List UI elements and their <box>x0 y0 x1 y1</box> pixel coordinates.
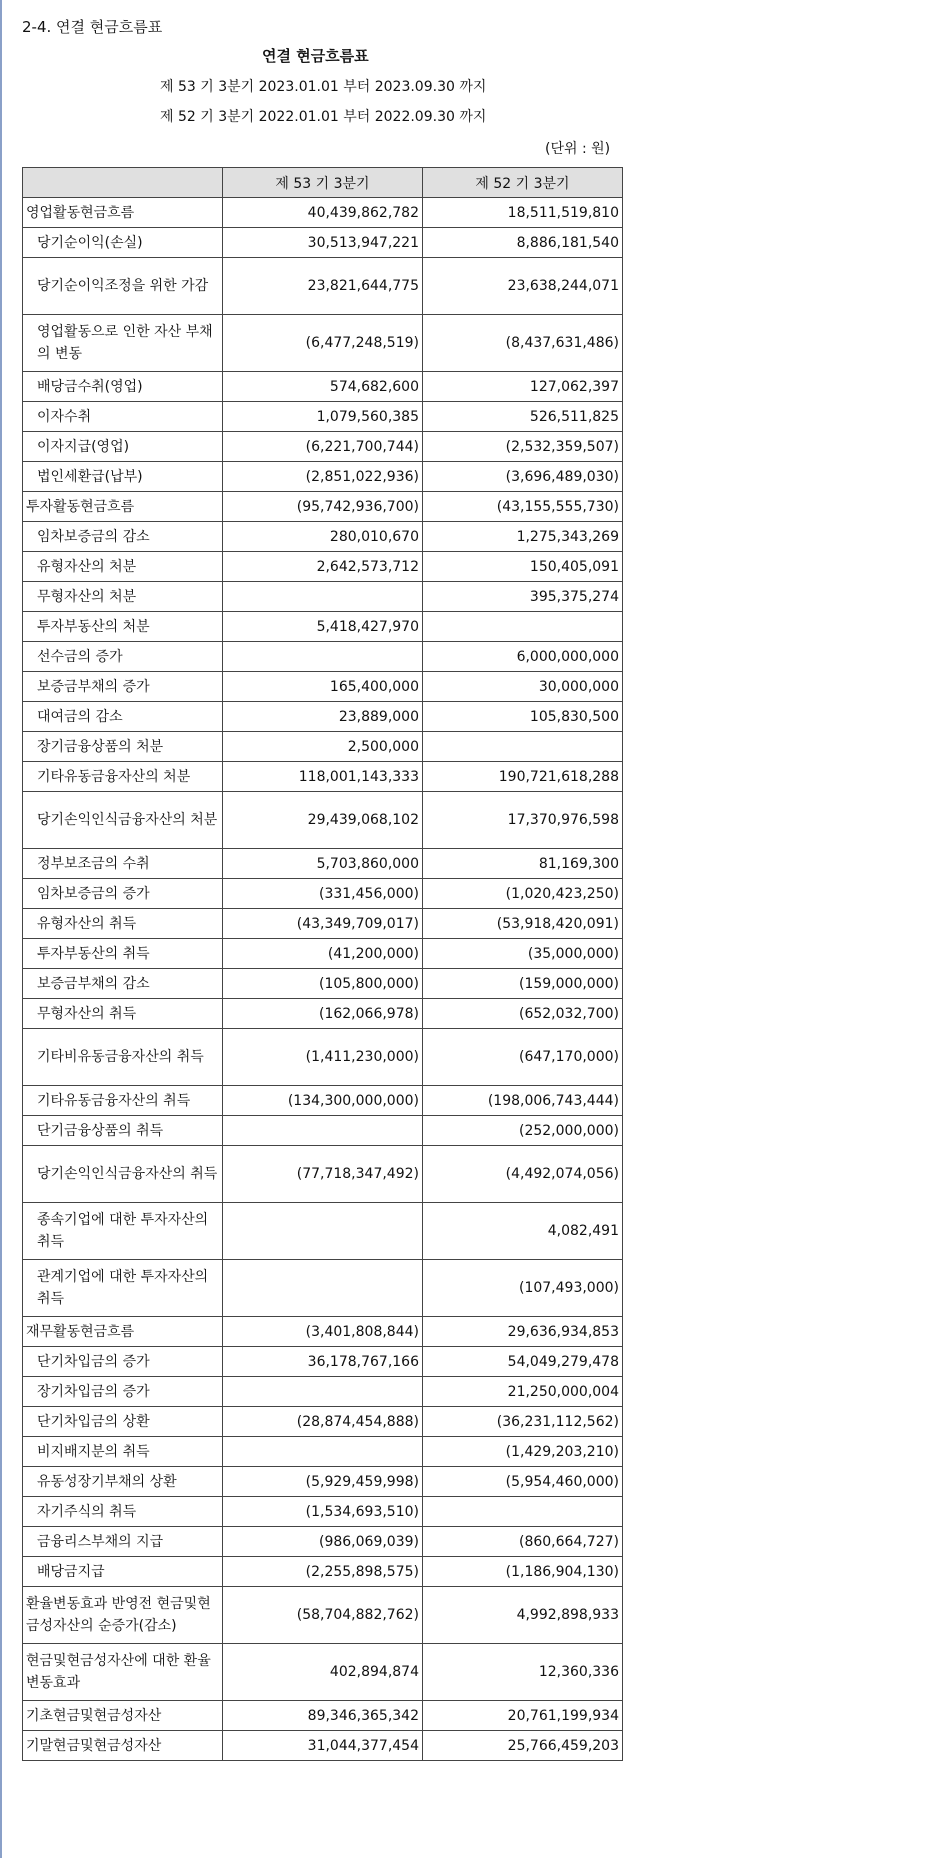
table-body <box>23 198 623 1761</box>
unit-label: (단위 : 원) <box>545 141 611 157</box>
table-row <box>23 1116 623 1146</box>
table-row <box>23 642 623 672</box>
prior-period-value: (647,170,000) <box>423 1029 623 1086</box>
current-period-value: (5,929,459,998) <box>223 1467 423 1497</box>
row-label: 법인세환급(납부) <box>23 462 223 492</box>
row-label: 금융리스부채의 지급 <box>23 1527 223 1557</box>
prior-period-value: (8,437,631,486) <box>423 315 623 372</box>
table-header-row <box>23 168 623 198</box>
row-label: 종속기업에 대한 투자자산의 취득 <box>23 1203 223 1260</box>
row-label: 장기차입금의 증가 <box>23 1377 223 1407</box>
prior-period-value: 105,830,500 <box>423 702 623 732</box>
prior-period-value: 20,761,199,934 <box>423 1701 623 1731</box>
prior-period-value: 150,405,091 <box>423 552 623 582</box>
prior-period-value: 81,169,300 <box>423 849 623 879</box>
row-label: 유형자산의 취득 <box>23 909 223 939</box>
table-row <box>23 198 623 228</box>
current-period-value: (2,851,022,936) <box>223 462 423 492</box>
current-period-value: 165,400,000 <box>223 672 423 702</box>
table-row <box>23 402 623 432</box>
prior-period-value <box>423 612 623 642</box>
table-row <box>23 732 623 762</box>
row-label: 당기순이익(손실) <box>23 228 223 258</box>
prior-period-value: (5,954,460,000) <box>423 1467 623 1497</box>
row-label: 투자부동산의 취득 <box>23 939 223 969</box>
row-label: 기초현금및현금성자산 <box>23 1701 223 1731</box>
table-row <box>23 1086 623 1116</box>
row-label: 선수금의 증가 <box>23 642 223 672</box>
current-period-value: (331,456,000) <box>223 879 423 909</box>
table-row <box>23 522 623 552</box>
current-period-line: 제 53 기 3분기 2023.01.01 부터 2023.09.30 까지 <box>160 79 487 95</box>
current-period-value: 23,821,644,775 <box>223 258 423 315</box>
current-period-value: 36,178,767,166 <box>223 1347 423 1377</box>
prior-period-value: 18,511,519,810 <box>423 198 623 228</box>
prior-period-value: 21,250,000,004 <box>423 1377 623 1407</box>
row-label: 임차보증금의 증가 <box>23 879 223 909</box>
table-row <box>23 1557 623 1587</box>
prior-period-value: 25,766,459,203 <box>423 1731 623 1761</box>
prior-period-value: (1,429,203,210) <box>423 1437 623 1467</box>
current-period-value: (105,800,000) <box>223 969 423 999</box>
current-period-value: 2,500,000 <box>223 732 423 762</box>
prior-period-value: (2,532,359,507) <box>423 432 623 462</box>
current-period-value: 31,044,377,454 <box>223 1731 423 1761</box>
row-label: 기타비유동금융자산의 취득 <box>23 1029 223 1086</box>
row-label: 유동성장기부채의 상환 <box>23 1467 223 1497</box>
table-row <box>23 1437 623 1467</box>
prior-period-value: 190,721,618,288 <box>423 762 623 792</box>
row-label: 무형자산의 처분 <box>23 582 223 612</box>
current-period-value <box>223 1203 423 1260</box>
current-period-value: 118,001,143,333 <box>223 762 423 792</box>
prior-period-value: 17,370,976,598 <box>423 792 623 849</box>
prior-period-value: 1,275,343,269 <box>423 522 623 552</box>
table-row <box>23 1029 623 1086</box>
current-period-value: (1,411,230,000) <box>223 1029 423 1086</box>
prior-period-value <box>423 732 623 762</box>
table-row <box>23 315 623 372</box>
table-row <box>23 1701 623 1731</box>
prior-period-value: (1,020,423,250) <box>423 879 623 909</box>
prior-period-value: (252,000,000) <box>423 1116 623 1146</box>
left-border-rule <box>0 0 2 1858</box>
row-label: 임차보증금의 감소 <box>23 522 223 552</box>
table-row <box>23 999 623 1029</box>
section-title: 2-4. 연결 현금흐름표 <box>22 18 163 36</box>
current-period-value: (6,221,700,744) <box>223 432 423 462</box>
row-label: 환율변동효과 반영전 현금및현금성자산의 순증가(감소) <box>23 1587 223 1644</box>
current-period-value: 280,010,670 <box>223 522 423 552</box>
prior-period-value: 23,638,244,071 <box>423 258 623 315</box>
table-row <box>23 702 623 732</box>
current-period-value: (6,477,248,519) <box>223 315 423 372</box>
row-label: 이자수취 <box>23 402 223 432</box>
prior-period-value: (43,155,555,730) <box>423 492 623 522</box>
row-label: 배당금지급 <box>23 1557 223 1587</box>
prior-period-value <box>423 1497 623 1527</box>
cash-flow-table <box>22 167 623 1761</box>
current-period-value: (95,742,936,700) <box>223 492 423 522</box>
current-period-value: (41,200,000) <box>223 939 423 969</box>
table-row <box>23 1407 623 1437</box>
current-period-value: (1,534,693,510) <box>223 1497 423 1527</box>
row-label: 기말현금및현금성자산 <box>23 1731 223 1761</box>
prior-period-value: (107,493,000) <box>423 1260 623 1317</box>
row-label: 자기주식의 취득 <box>23 1497 223 1527</box>
table-row <box>23 228 623 258</box>
table-row <box>23 1146 623 1203</box>
current-period-value: (43,349,709,017) <box>223 909 423 939</box>
table-row <box>23 1317 623 1347</box>
table-row <box>23 849 623 879</box>
current-period-value: 5,703,860,000 <box>223 849 423 879</box>
current-period-value: (3,401,808,844) <box>223 1317 423 1347</box>
table-row <box>23 939 623 969</box>
prior-period-value: 4,992,898,933 <box>423 1587 623 1644</box>
table-row <box>23 672 623 702</box>
prior-period-value: (4,492,074,056) <box>423 1146 623 1203</box>
table-row <box>23 909 623 939</box>
current-period-value <box>223 1116 423 1146</box>
prior-period-value: (652,032,700) <box>423 999 623 1029</box>
current-period-value: 5,418,427,970 <box>223 612 423 642</box>
row-label: 당기손익인식금융자산의 취득 <box>23 1146 223 1203</box>
current-period-value: 23,889,000 <box>223 702 423 732</box>
row-label: 대여금의 감소 <box>23 702 223 732</box>
current-period-value: 2,642,573,712 <box>223 552 423 582</box>
row-label: 보증금부채의 증가 <box>23 672 223 702</box>
table-row <box>23 1527 623 1557</box>
table-row <box>23 582 623 612</box>
table-row <box>23 1644 623 1701</box>
table-row <box>23 879 623 909</box>
current-period-value: 40,439,862,782 <box>223 198 423 228</box>
table-row <box>23 1377 623 1407</box>
prior-period-value: (53,918,420,091) <box>423 909 623 939</box>
row-label: 당기순이익조정을 위한 가감 <box>23 258 223 315</box>
row-label: 영업활동으로 인한 자산 부채의 변동 <box>23 315 223 372</box>
header-item-column <box>23 168 223 198</box>
prior-period-value: 54,049,279,478 <box>423 1347 623 1377</box>
current-period-value: (2,255,898,575) <box>223 1557 423 1587</box>
row-label: 보증금부채의 감소 <box>23 969 223 999</box>
current-period-value: 402,894,874 <box>223 1644 423 1701</box>
prior-period-value: 12,360,336 <box>423 1644 623 1701</box>
current-period-value: (134,300,000,000) <box>223 1086 423 1116</box>
row-label: 투자활동현금흐름 <box>23 492 223 522</box>
current-period-value: (58,704,882,762) <box>223 1587 423 1644</box>
table-row <box>23 1203 623 1260</box>
current-period-value: 574,682,600 <box>223 372 423 402</box>
table-row <box>23 492 623 522</box>
prior-period-value: 30,000,000 <box>423 672 623 702</box>
current-period-value: 30,513,947,221 <box>223 228 423 258</box>
table-row <box>23 762 623 792</box>
row-label: 장기금융상품의 처분 <box>23 732 223 762</box>
table-row <box>23 462 623 492</box>
current-period-value: 89,346,365,342 <box>223 1701 423 1731</box>
row-label: 배당금수취(영업) <box>23 372 223 402</box>
row-label: 기타유동금융자산의 처분 <box>23 762 223 792</box>
prior-period-value: 127,062,397 <box>423 372 623 402</box>
row-label: 유형자산의 처분 <box>23 552 223 582</box>
prior-period-value: (198,006,743,444) <box>423 1086 623 1116</box>
current-period-value: (28,874,454,888) <box>223 1407 423 1437</box>
prior-period-value: (159,000,000) <box>423 969 623 999</box>
statement-title: 연결 현금흐름표 <box>262 47 369 65</box>
table-row <box>23 258 623 315</box>
prior-period-value: 526,511,825 <box>423 402 623 432</box>
prior-period-value: (1,186,904,130) <box>423 1557 623 1587</box>
prior-period-value: 4,082,491 <box>423 1203 623 1260</box>
current-period-value <box>223 582 423 612</box>
prior-period-value: (3,696,489,030) <box>423 462 623 492</box>
current-period-value: 1,079,560,385 <box>223 402 423 432</box>
prior-period-value: 395,375,274 <box>423 582 623 612</box>
table-row <box>23 1731 623 1761</box>
prior-period-value: 6,000,000,000 <box>423 642 623 672</box>
table-row <box>23 552 623 582</box>
current-period-value: (77,718,347,492) <box>223 1146 423 1203</box>
current-period-value: (986,069,039) <box>223 1527 423 1557</box>
current-period-value: 29,439,068,102 <box>223 792 423 849</box>
current-period-value <box>223 1260 423 1317</box>
table-row <box>23 1497 623 1527</box>
prior-period-value: (860,664,727) <box>423 1527 623 1557</box>
row-label: 투자부동산의 처분 <box>23 612 223 642</box>
header-current-period: 제 53 기 3분기 <box>223 168 423 198</box>
row-label: 정부보조금의 수취 <box>23 849 223 879</box>
row-label: 기타유동금융자산의 취득 <box>23 1086 223 1116</box>
table-row <box>23 612 623 642</box>
row-label: 관계기업에 대한 투자자산의 취득 <box>23 1260 223 1317</box>
row-label: 비지배지분의 취득 <box>23 1437 223 1467</box>
prior-period-value: (36,231,112,562) <box>423 1407 623 1437</box>
row-label: 단기금융상품의 취득 <box>23 1116 223 1146</box>
table-row <box>23 792 623 849</box>
row-label: 무형자산의 취득 <box>23 999 223 1029</box>
row-label: 이자지급(영업) <box>23 432 223 462</box>
row-label: 영업활동현금흐름 <box>23 198 223 228</box>
table-row <box>23 1260 623 1317</box>
row-label: 단기차입금의 증가 <box>23 1347 223 1377</box>
current-period-value: (162,066,978) <box>223 999 423 1029</box>
current-period-value <box>223 642 423 672</box>
table-row <box>23 1587 623 1644</box>
prior-period-value: 8,886,181,540 <box>423 228 623 258</box>
table-row <box>23 969 623 999</box>
current-period-value <box>223 1437 423 1467</box>
prior-period-value: (35,000,000) <box>423 939 623 969</box>
prior-period-line: 제 52 기 3분기 2022.01.01 부터 2022.09.30 까지 <box>160 109 487 125</box>
row-label: 당기손익인식금융자산의 처분 <box>23 792 223 849</box>
table-row <box>23 432 623 462</box>
table-row <box>23 372 623 402</box>
table-row <box>23 1347 623 1377</box>
prior-period-value: 29,636,934,853 <box>423 1317 623 1347</box>
row-label: 현금및현금성자산에 대한 환율변동효과 <box>23 1644 223 1701</box>
row-label: 재무활동현금흐름 <box>23 1317 223 1347</box>
row-label: 단기차입금의 상환 <box>23 1407 223 1437</box>
current-period-value <box>223 1377 423 1407</box>
table-row <box>23 1467 623 1497</box>
header-prior-period: 제 52 기 3분기 <box>423 168 623 198</box>
